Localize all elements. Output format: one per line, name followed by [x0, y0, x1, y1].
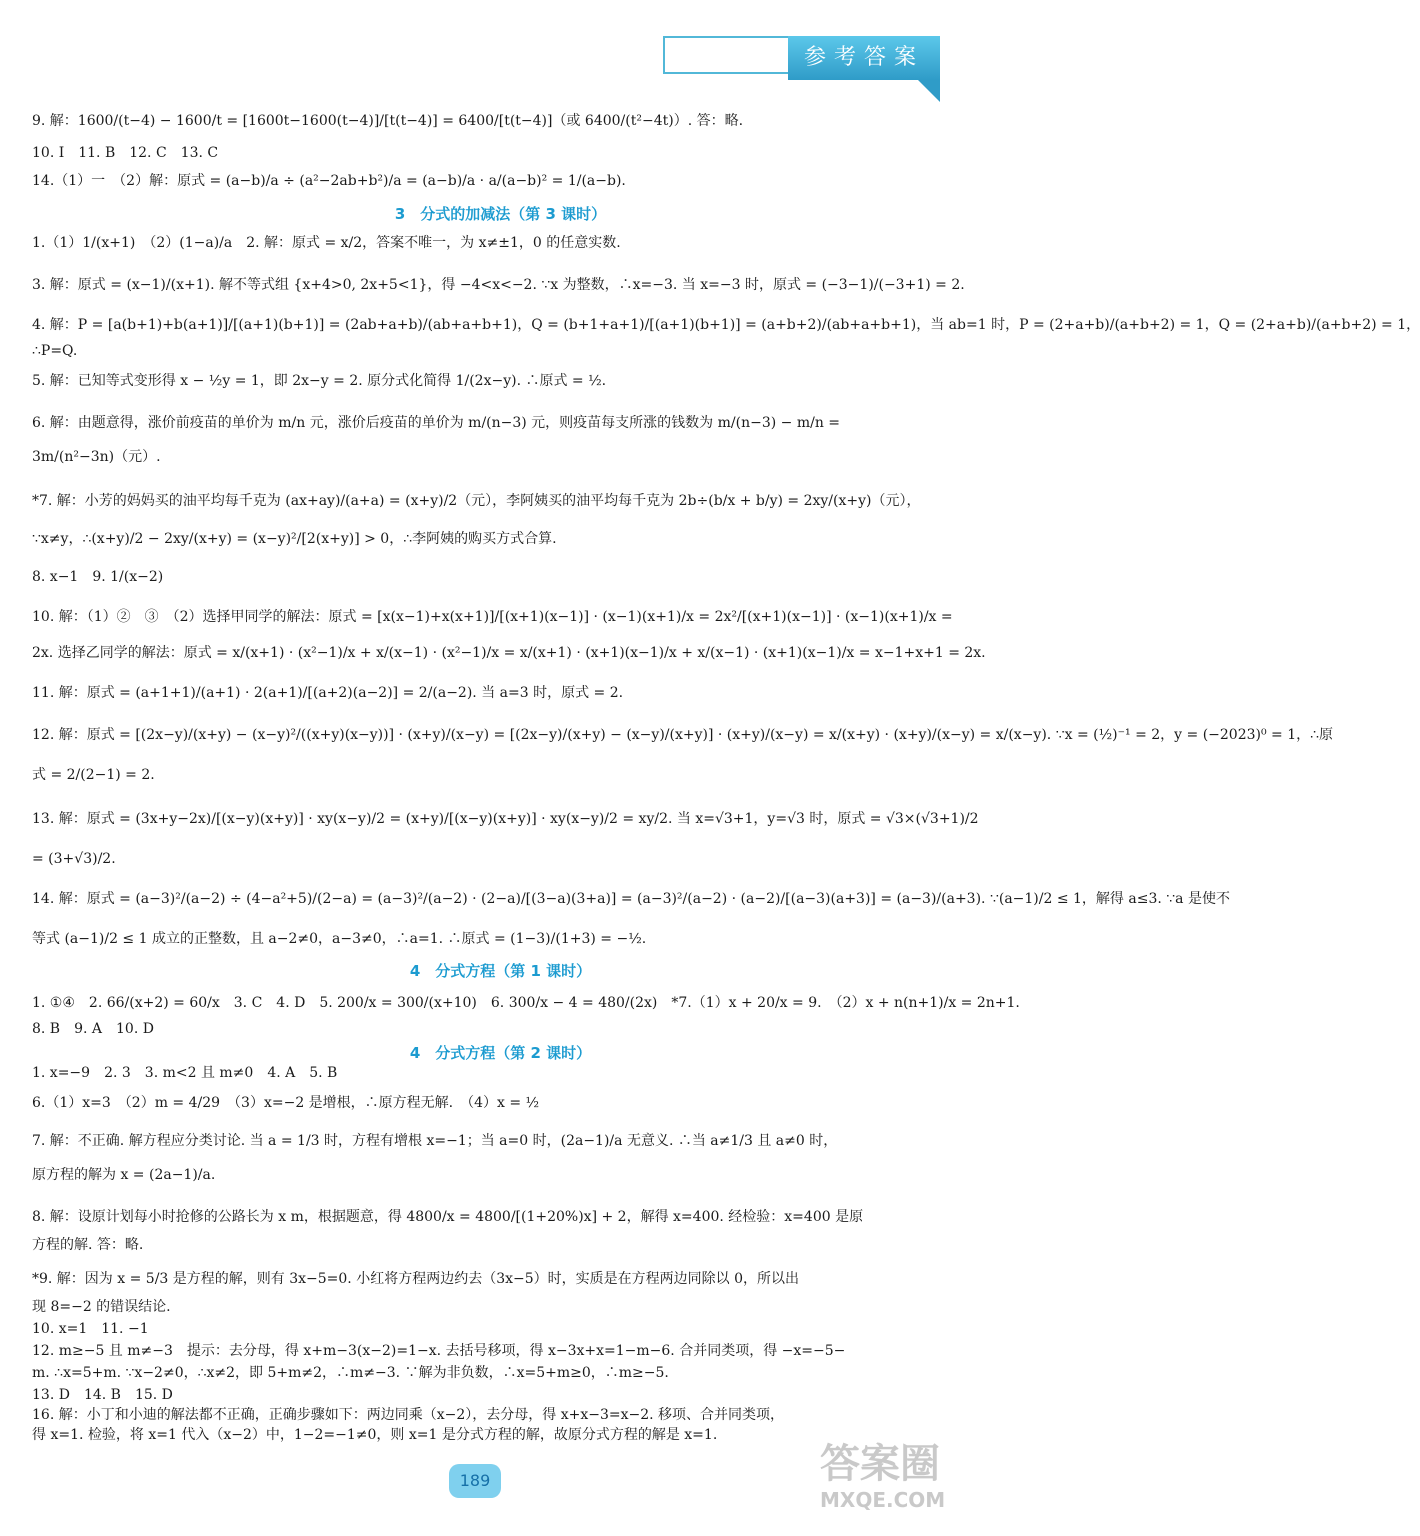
- answer-line: 14.（1）一 （2）解：原式 = (a−b)/a ÷ (a²−2ab+b²)/a = (a−b)/a · a/(a−b)² = 1/(a−b).: [32, 173, 626, 189]
- answer-line: 16. 解：小丁和小迪的解法都不正确，正确步骤如下：两边同乘（x−2），去分母，得 x+x−3=x−2. 移项、合并同类项，: [32, 1407, 785, 1423]
- section-title: 3 分式的加减法（第 3 课时）: [394, 205, 607, 223]
- answer-line: 12. m≥−5 且 m≠−3 提示：去分母，得 x+m−3(x−2)=1−x. 去括号移项，得 x−3x+x=1−m−6. 合并同类项，得 −x=−5−: [32, 1343, 846, 1359]
- answer-line: 8. B 9. A 10. D: [32, 1021, 154, 1037]
- answer-line: 10. 解：（1）② ③ （2）选择甲同学的解法：原式 = [x(x−1)+x(x+1)]/[(x+1)(x−1)] · (x−1)(x+1)/x = 2x²/[(x+1)(x−1)] · (x−1)(x+1)/x =: [32, 609, 953, 625]
- answer-line: 3. 解：原式 = (x−1)/(x+1). 解不等式组 {x+4>0, 2x+5<1}，得 −4<x<−2. ∵x 为整数，∴x=−3. 当 x=−3 时，原式 = (−3−1)/(−3+1) = 2.: [32, 277, 965, 293]
- answer-line: 3m/(n²−3n)（元）.: [32, 449, 161, 465]
- answer-line: 6. 解：由题意得，涨价前疫苗的单价为 m/n 元，涨价后疫苗的单价为 m/(n−3) 元，则疫苗每支所涨的钱数为 m/(n−3) − m/n =: [32, 415, 841, 431]
- answer-line: 1. ①④ 2. 66/(x+2) = 60/x 3. C 4. D 5. 200/x = 300/(x+10) 6. 300/x − 4 = 480/(2x) *7.（1）x + 20/x = 9. （2）x + n(n+1)/x = 2n+1.: [32, 995, 1020, 1011]
- answer-line: 方程的解. 答：略.: [32, 1237, 144, 1253]
- answer-line: 11. 解：原式 = (a+1+1)/(a+1) · 2(a+1)/[(a+2)(a−2)] = 2/(a−2). 当 a=3 时，原式 = 2.: [32, 685, 624, 701]
- answer-line: 9. 解：1600/(t−4) − 1600/t = [1600t−1600(t−4)]/[t(t−4)] = 6400/[t(t−4)]（或 6400/(t²−4t)）. 答：略.: [32, 113, 744, 129]
- answer-line: 现 8=−2 的错误结论.: [32, 1299, 171, 1315]
- answer-line: 14. 解：原式 = (a−3)²/(a−2) ÷ (4−a²+5)/(2−a) = (a−3)²/(a−2) · (2−a)/[(3−a)(3+a)] = (a−3)²/(a−2) · (a−2)/[(a−3)(a+3)] = (a−3)/(a+3). ∵(a−1)/2 ≤ 1，解得 a≤3. ∵a 是使不: [32, 891, 1230, 907]
- watermark-small: MXQE.COM: [820, 1488, 946, 1512]
- answer-line: 等式 (a−1)/2 ≤ 1 成立的正整数，且 a−2≠0，a−3≠0，∴a=1. ∴原式 = (1−3)/(1+3) = −½.: [32, 931, 647, 947]
- answer-line: 13. D 14. B 15. D: [32, 1387, 173, 1403]
- answer-line: 原方程的解为 x = (2a−1)/a.: [32, 1167, 216, 1183]
- answer-line: ∵x≠y，∴(x+y)/2 − 2xy/(x+y) = (x−y)²/[2(x+y)] > 0，∴李阿姨的购买方式合算.: [32, 531, 557, 547]
- header-box: [663, 36, 790, 74]
- answer-line: 7. 解：不正确. 解方程应分类讨论. 当 a = 1/3 时，方程有增根 x=−1；当 a=0 时，(2a−1)/a 无意义. ∴当 a≠1/3 且 a≠0 时，: [32, 1133, 838, 1149]
- answer-line: 10. I 11. B 12. C 13. C: [32, 145, 219, 161]
- answer-line: 式 = 2/(2−1) = 2.: [32, 767, 155, 783]
- answer-line: 13. 解：原式 = (3x+y−2x)/[(x−y)(x+y)] · xy(x−y)/2 = (x+y)/[(x−y)(x+y)] · xy(x−y)/2 = xy/2. 当 x=√3+1，y=√3 时，原式 = √3×(√3+1)/2: [32, 811, 979, 827]
- answer-line: 2x. 选择乙同学的解法：原式 = x/(x+1) · (x²−1)/x + x/(x−1) · (x²−1)/x = x/(x+1) · (x+1)(x−1)/x + x/(x−1) · (x+1)(x−1)/x = x−1+x+1 = 2x.: [32, 645, 986, 661]
- answer-line: 8. x−1 9. 1/(x−2): [32, 569, 164, 585]
- answer-line: 8. 解：设原计划每小时抢修的公路长为 x m，根据题意，得 4800/x = 4800/[(1+20%)x] + 2，解得 x=400. 经检验：x=400 是原: [32, 1209, 864, 1225]
- answer-line: 5. 解：已知等式变形得 x − ½y = 1，即 2x−y = 2. 原分式化简得 1/(2x−y). ∴原式 = ½.: [32, 373, 607, 389]
- answer-line: 1. x=−9 2. 3 3. m<2 且 m≠0 4. A 5. B: [32, 1065, 338, 1081]
- watermark: [820, 1440, 990, 1530]
- header-tail: [918, 80, 940, 102]
- answer-line: *9. 解：因为 x = 5/3 是方程的解，则有 3x−5=0. 小红将方程两边约去（3x−5）时，实质是在方程两边同除以 0，所以出: [32, 1271, 799, 1287]
- section-title: 4 分式方程（第 1 课时）: [409, 962, 592, 980]
- answer-line: 12. 解：原式 = [(2x−y)/(x+y) − (x−y)²/((x+y)(x−y))] · (x+y)/(x−y) = [(2x−y)/(x+y) − (x−y)/(x+y)] · (x+y)/(x−y) = x/(x+y) · (x+y)/(x−y) = x/(x−y). ∵x = (½)⁻¹ = 2，y = (−2023)⁰ = 1，∴原: [32, 727, 1334, 743]
- header-tab: 参考答案: [788, 36, 940, 80]
- answer-line: 1.（1）1/(x+1) （2）(1−a)/a 2. 解：原式 = x/2，答案不唯一，为 x≠±1，0 的任意实数.: [32, 235, 621, 251]
- watermark-big: 答案圈: [820, 1441, 940, 1487]
- answer-line: 得 x=1. 检验，将 x=1 代入（x−2）中，1−2=−1≠0，则 x=1 是分式方程的解，故原分式方程的解是 x=1.: [32, 1427, 718, 1443]
- answer-line: 10. x=1 11. −1: [32, 1321, 149, 1337]
- answer-line: ∴P=Q.: [32, 343, 78, 359]
- answer-line: m. ∴x=5+m. ∵x−2≠0，∴x≠2，即 5+m≠2，∴m≠−3. ∵解为非负数，∴x=5+m≥0，∴m≥−5.: [32, 1365, 669, 1381]
- section-title: 4 分式方程（第 2 课时）: [409, 1044, 592, 1062]
- answer-line: = (3+√3)/2.: [32, 851, 116, 867]
- page-number: 189: [449, 1464, 501, 1498]
- answer-line: 4. 解：P = [a(b+1)+b(a+1)]/[(a+1)(b+1)] = (2ab+a+b)/(ab+a+b+1)，Q = (b+1+a+1)/[(a+1)(b+1)] = (a+b+2)/(ab+a+b+1)，当 ab=1 时，P = (2+a+b)/(a+b+2) = 1，Q = (2+a+b)/(a+b+2) = 1，: [32, 317, 1420, 333]
- answer-line: *7. 解：小芳的妈妈买的油平均每千克为 (ax+ay)/(a+a) = (x+y)/2（元），李阿姨买的油平均每千克为 2b÷(b/x + b/y) = 2xy/(x+y)（元），: [32, 493, 921, 509]
- answer-line: 6.（1）x=3 （2）m = 4/29 （3）x=−2 是增根，∴原方程无解. （4）x = ½: [32, 1095, 540, 1111]
